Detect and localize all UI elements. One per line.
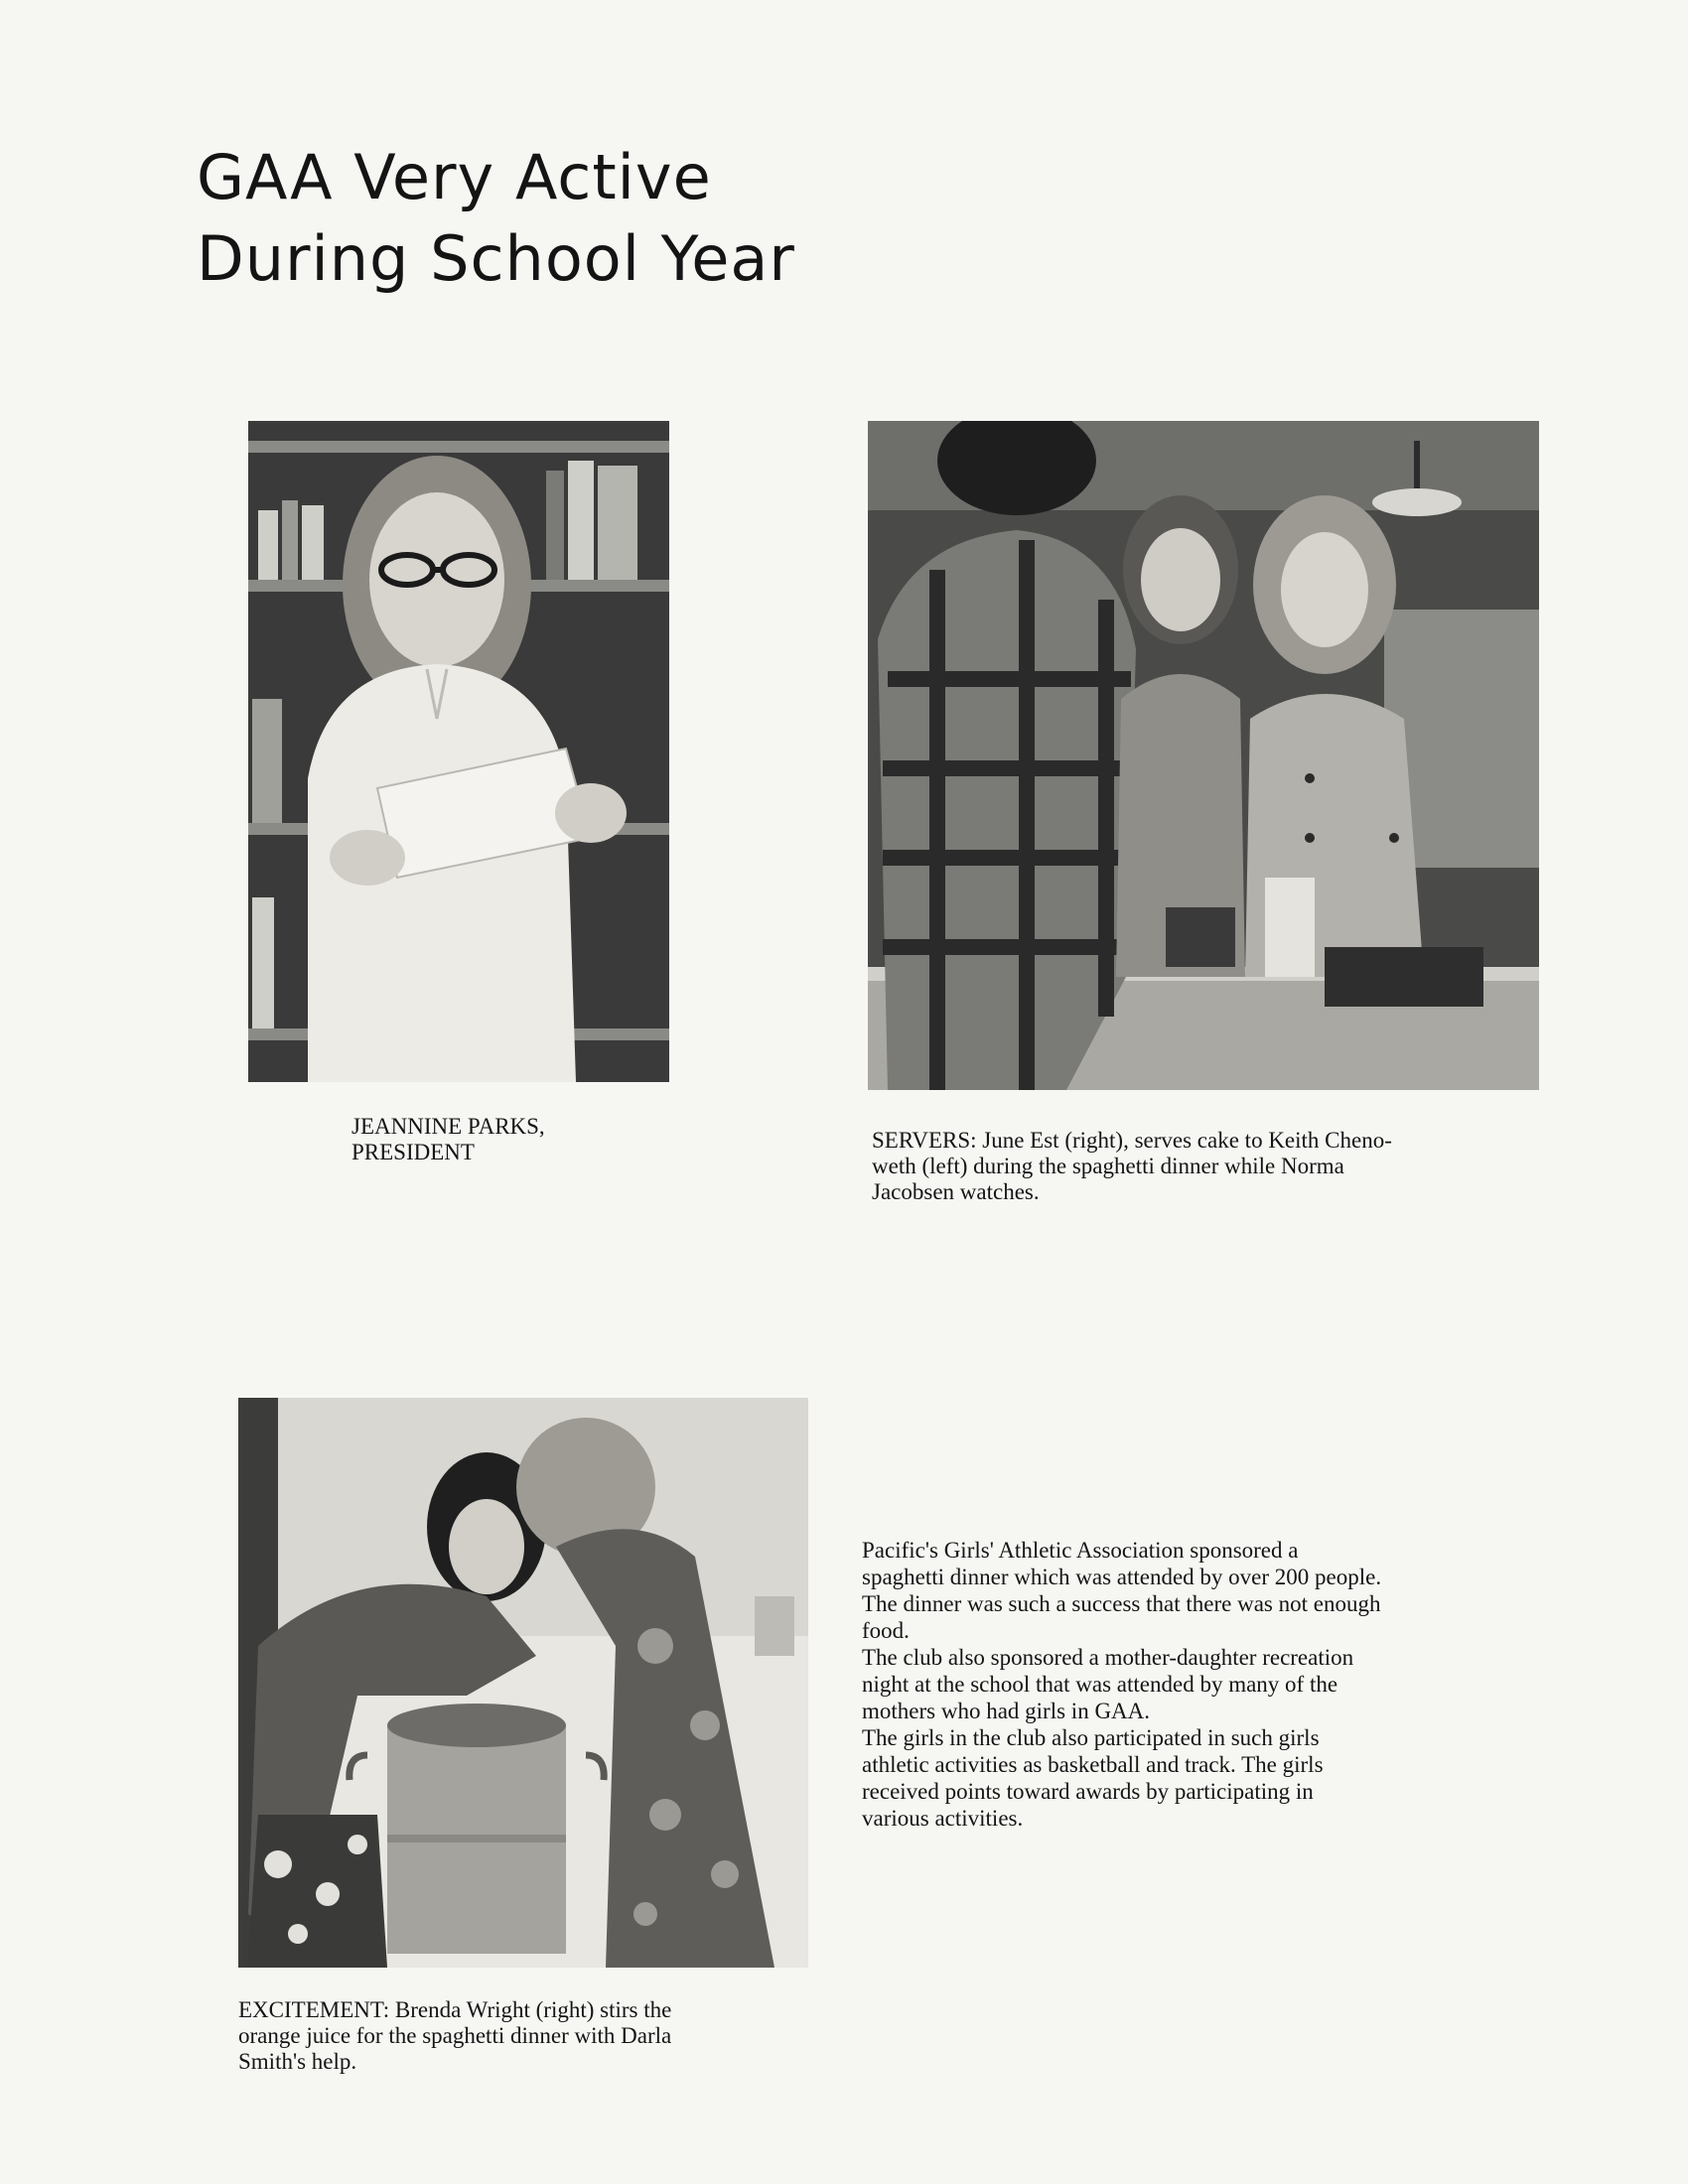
article-line: night at the school that was attended by many of the [862,1672,1338,1697]
excitement-caption-line-2: orange juice for the spaghetti dinner with Darla [238,2023,672,2048]
president-caption-line-1: JEANNINE PARKS, [352,1114,545,1139]
excitement-caption-line-3: Smith's help. [238,2049,357,2074]
page-title-line-2: During School Year [197,222,795,295]
article-line: The girls in the club also participated in such girls [862,1725,1320,1750]
article-line: food. [862,1618,910,1643]
servers-photo [868,421,1539,1090]
servers-caption-line-2: weth (left) during the spaghetti dinner while Norma [872,1154,1344,1178]
president-caption-line-2: PRESIDENT [352,1140,475,1164]
servers-caption-line-3: Jacobsen watches. [872,1179,1040,1204]
article-line: athletic activities as basketball and track. The girls [862,1752,1324,1777]
president-photo [248,421,669,1082]
excitement-caption [238,1997,834,2075]
page-title [197,137,795,300]
article-line: The dinner was such a success that there was not enough [862,1591,1381,1616]
page-title-line-1: GAA Very Active [197,141,712,213]
article-line: various activities. [862,1806,1024,1831]
article-line: The club also sponsored a mother-daughter recreation [862,1645,1354,1670]
president-caption [352,1114,610,1165]
servers-caption-line-1: SERVERS: June Est (right), serves cake to Keith Cheno- [872,1128,1392,1153]
article-line: Pacific's Girls' Athletic Association sponsored a [862,1538,1299,1563]
article-line: spaghetti dinner which was attended by over 200 people. [862,1565,1382,1589]
article-body [862,1537,1557,1832]
excitement-photo [238,1398,808,1968]
servers-caption [872,1128,1527,1205]
article-line: received points toward awards by participating in [862,1779,1314,1804]
article-line: mothers who had girls in GAA. [862,1699,1151,1723]
excitement-caption-line-1: EXCITEMENT: Brenda Wright (right) stirs the [238,1997,672,2022]
